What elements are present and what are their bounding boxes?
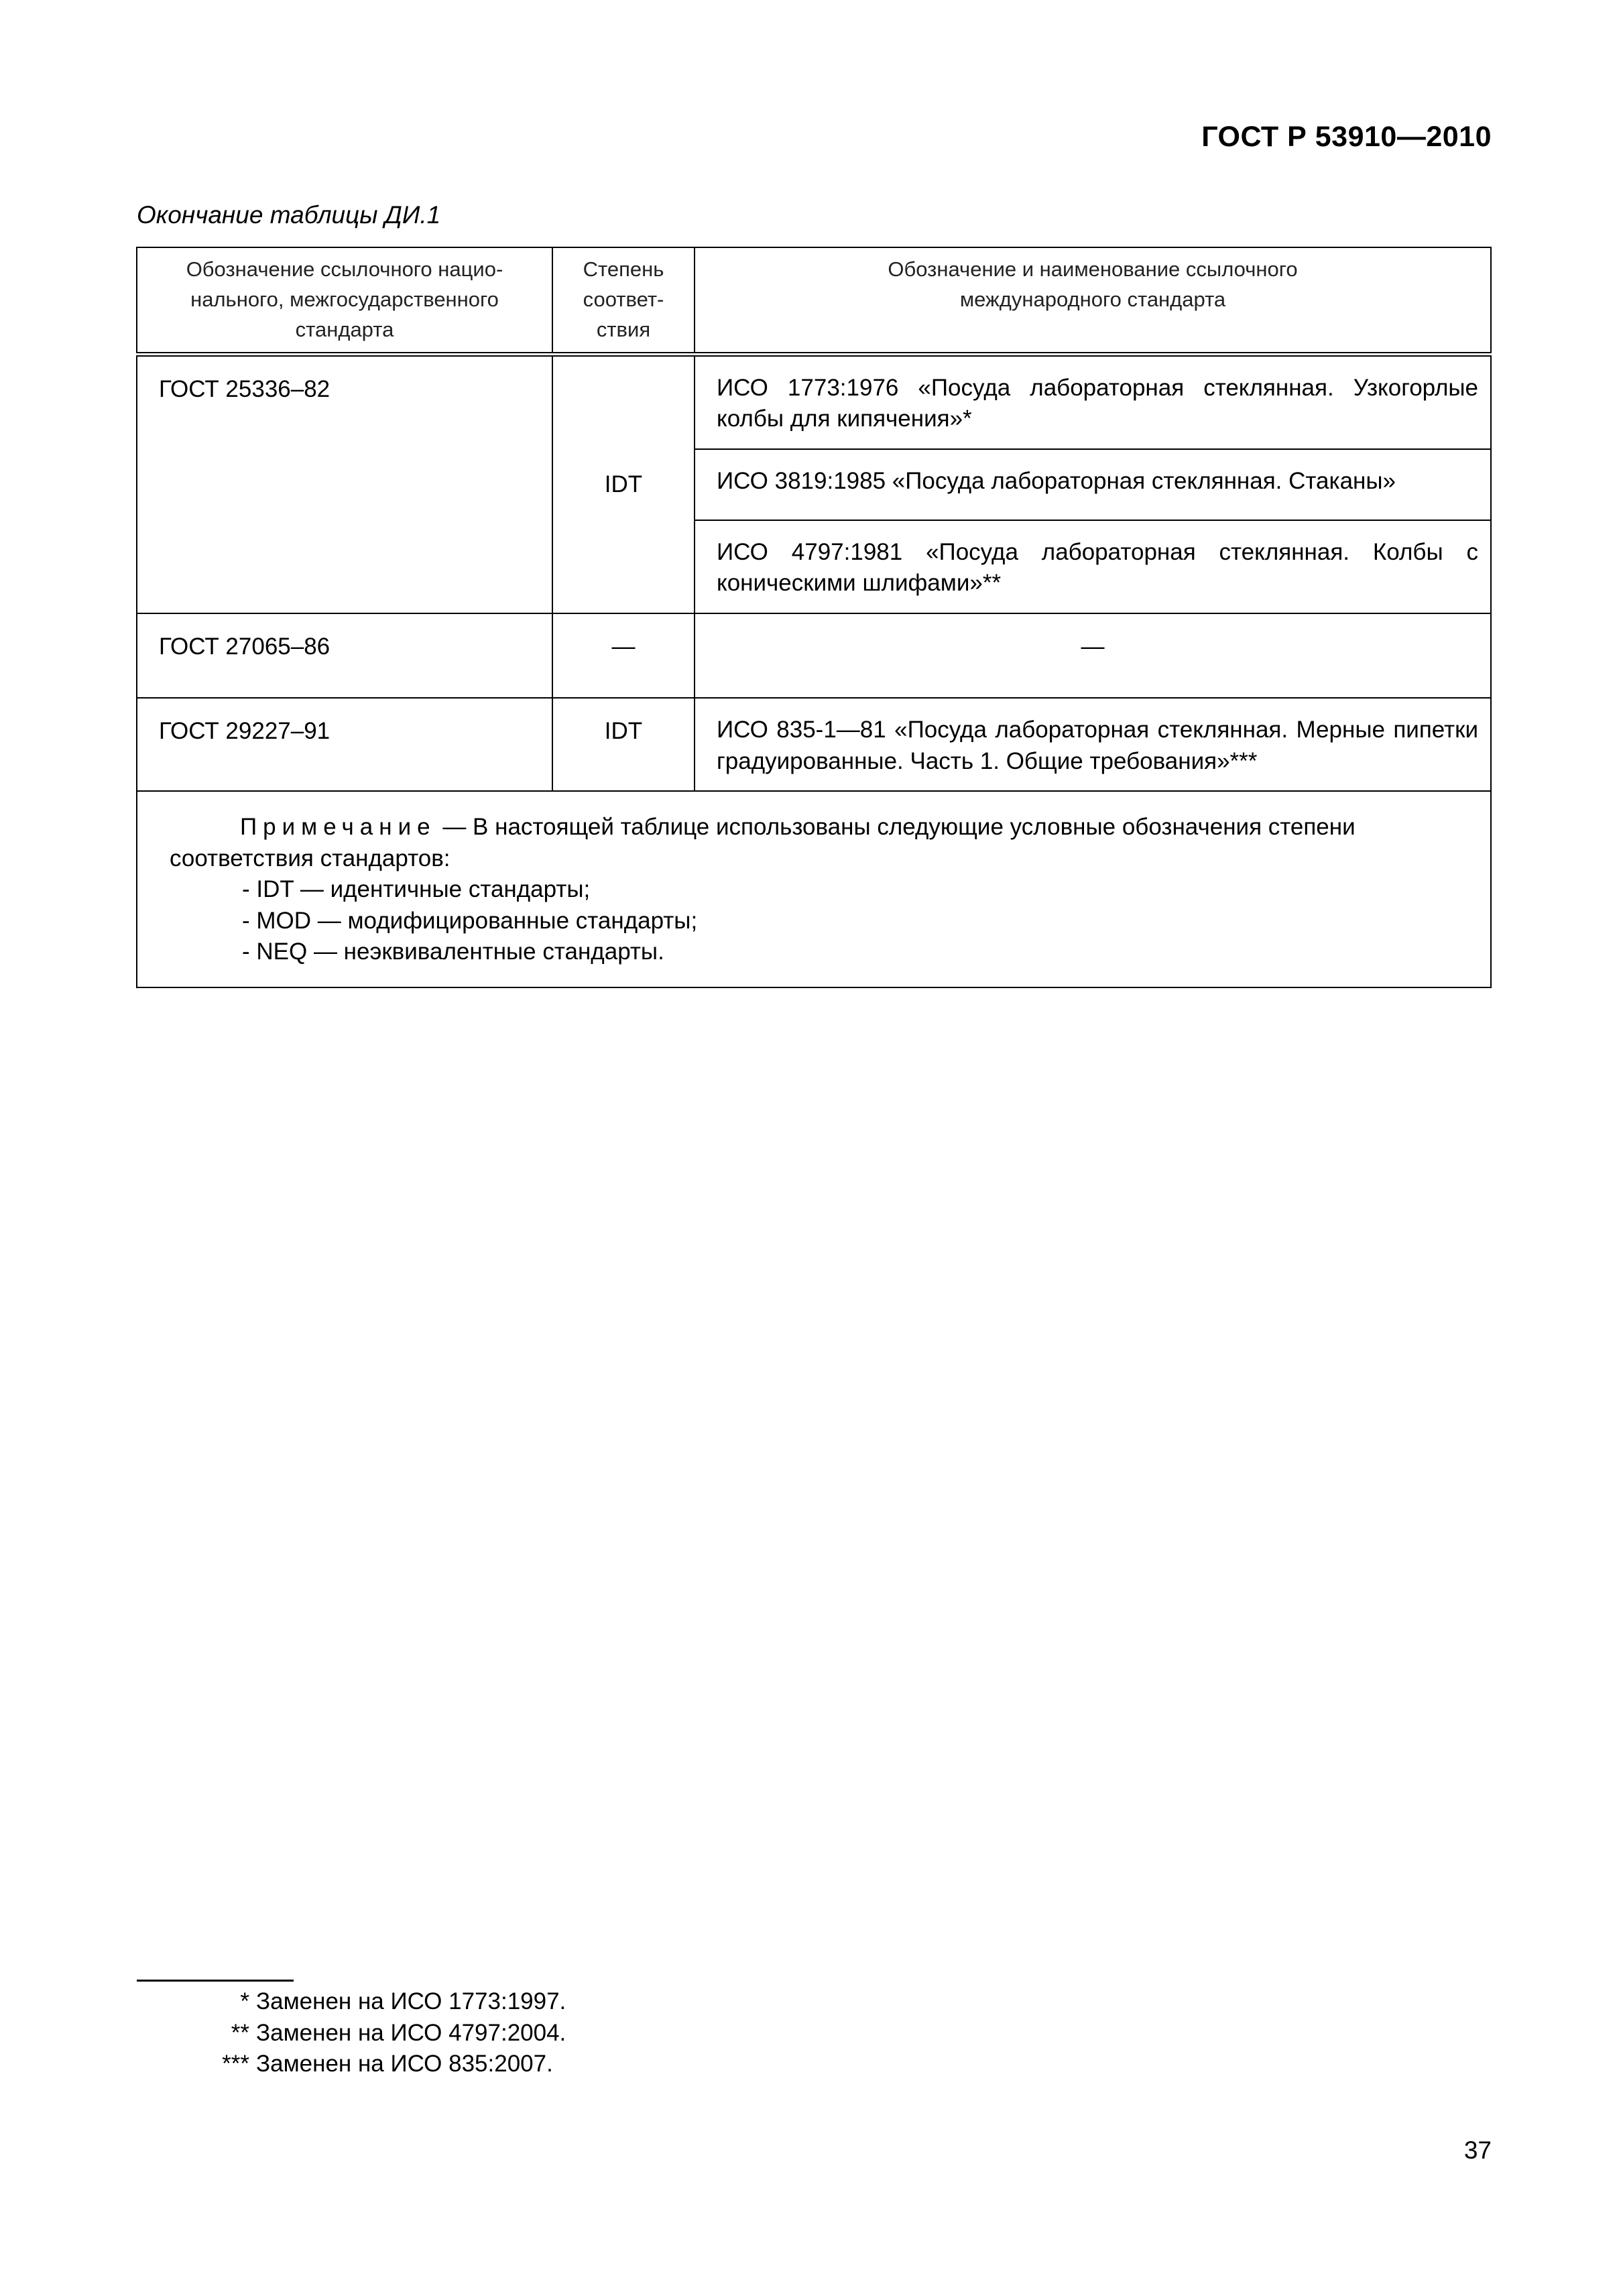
header-line: нального, межгосударственного bbox=[190, 287, 499, 311]
header-line: соответ- bbox=[583, 287, 664, 311]
header-line: Обозначение ссылочного нацио- bbox=[186, 257, 503, 281]
international-standard-cell: ИСО 3819:1985 «Посуда лабораторная стеклянная. Стаканы» bbox=[695, 449, 1491, 520]
note-item: - NEQ — неэквивалентные стандарты. bbox=[242, 939, 664, 965]
table-row bbox=[137, 354, 1491, 449]
note-item: - IDT — идентичные стандарты; bbox=[242, 876, 591, 903]
footnote-text: Заменен на ИСО 1773:1997. bbox=[256, 1988, 566, 2014]
footnote-mark: *** bbox=[222, 2051, 249, 2077]
page-header-standard-code: ГОСТ Р 53910—2010 bbox=[1201, 121, 1492, 153]
note-paragraph bbox=[170, 812, 1473, 874]
footnote-mark: * bbox=[240, 1988, 249, 2014]
footnote bbox=[201, 1986, 566, 2018]
header-line: стандарта bbox=[295, 317, 394, 341]
table-note-row bbox=[137, 791, 1491, 987]
footnote-text: Заменен на ИСО 4797:2004. bbox=[256, 2019, 566, 2046]
note-text: — В настоящей таблице использованы следующие условные обозначения степени соответствия стандартов: bbox=[170, 814, 1356, 871]
footnote bbox=[201, 2049, 566, 2080]
table-row bbox=[137, 613, 1491, 698]
column-header-degree bbox=[552, 247, 695, 354]
header-line: ствия bbox=[596, 317, 651, 341]
footnotes bbox=[201, 1986, 566, 2080]
footnote bbox=[201, 2018, 566, 2049]
international-standard-cell: ИСО 1773:1976 «Посуда лабораторная стеклянная. Узкогорлые колбы для кипячения»* bbox=[695, 354, 1491, 449]
degree-cell: IDT bbox=[552, 698, 695, 791]
footnote-separator bbox=[137, 1980, 294, 1982]
header-line: международного стандарта bbox=[959, 287, 1226, 311]
header-line: Обозначение и наименование ссылочного bbox=[888, 257, 1298, 281]
international-standard-cell: — bbox=[695, 613, 1491, 698]
note-item: - MOD — модифицированные стандарты; bbox=[242, 907, 698, 934]
national-standard-cell: ГОСТ 25336–82 bbox=[137, 354, 552, 613]
degree-cell: — bbox=[552, 613, 695, 698]
table-header-row bbox=[137, 247, 1491, 354]
page-number: 37 bbox=[1463, 2136, 1492, 2164]
note-title: Примечание bbox=[240, 814, 436, 841]
table-note bbox=[137, 791, 1491, 987]
footnote-text: Заменен на ИСО 835:2007. bbox=[256, 2051, 553, 2077]
degree-cell: IDT bbox=[552, 354, 695, 613]
header-line: Степень bbox=[583, 257, 664, 281]
international-standard-cell: ИСО 835-1—81 «Посуда лабораторная стеклянная. Мерные пипетки градуированные. Часть 1. Общие требования»*** bbox=[695, 698, 1491, 791]
column-header-international-standard bbox=[695, 247, 1491, 354]
table-caption: Окончание таблицы ДИ.1 bbox=[137, 201, 441, 229]
national-standard-cell: ГОСТ 29227–91 bbox=[137, 698, 552, 791]
column-header-national-standard bbox=[137, 247, 552, 354]
international-standard-cell: ИСО 4797:1981 «Посуда лабораторная стеклянная. Колбы с коническими шлифами»** bbox=[695, 520, 1491, 613]
footnote-mark: ** bbox=[231, 2019, 249, 2046]
national-standard-cell: ГОСТ 27065–86 bbox=[137, 613, 552, 698]
reference-standards-table bbox=[136, 247, 1492, 988]
table-row bbox=[137, 698, 1491, 791]
